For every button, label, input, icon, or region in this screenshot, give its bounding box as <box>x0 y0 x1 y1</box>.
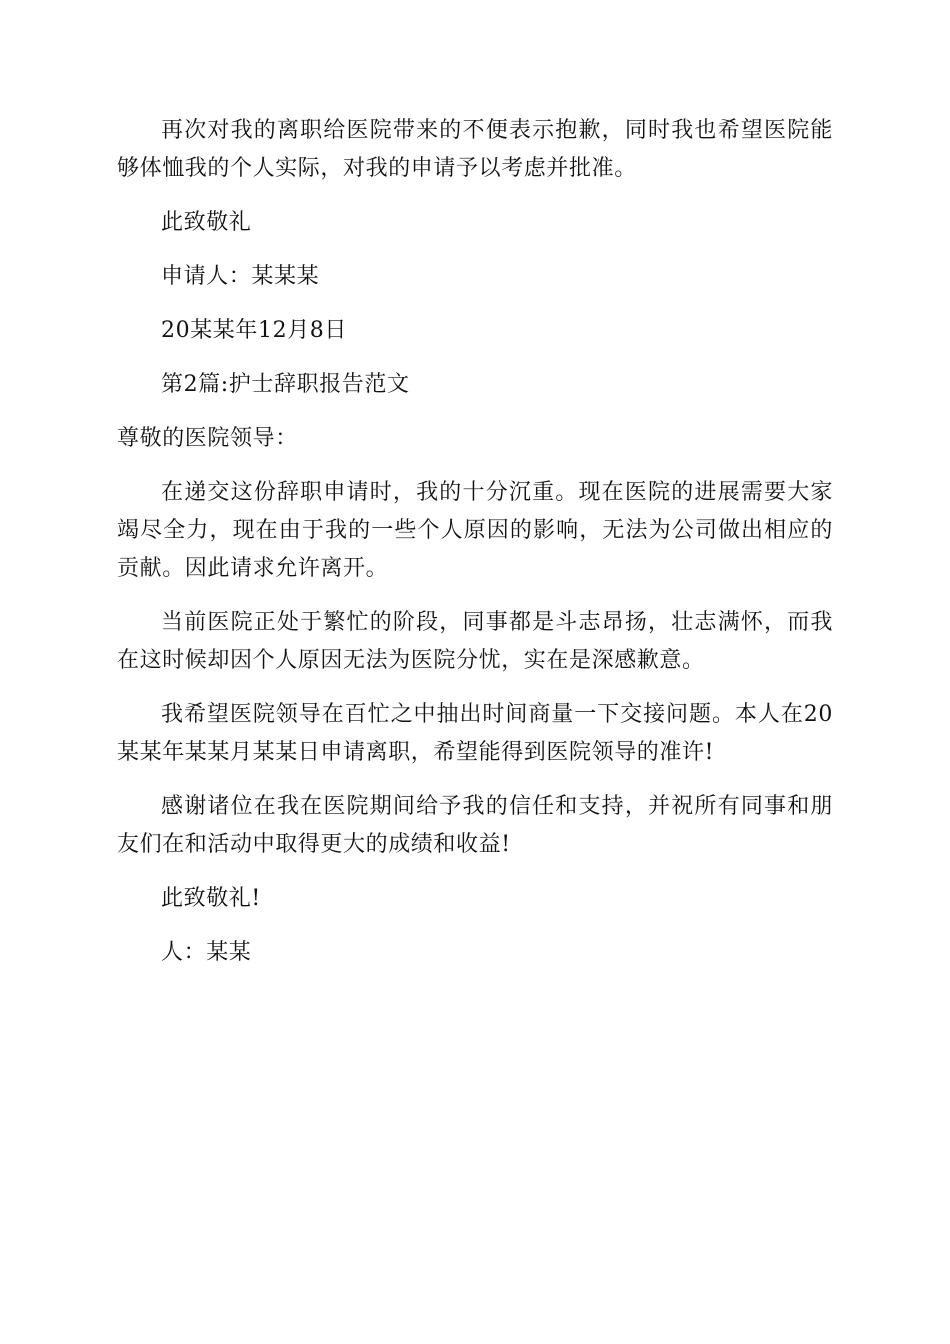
paragraph-thanks: 感谢诸位在我在医院期间给予我的信任和支持，并祝所有同事和朋友们在和活动中取得更大的成绩和收益! <box>117 794 833 857</box>
closing-salutation: 此致敬礼 <box>161 210 252 235</box>
paragraph-apology: 再次对我的离职给医院带来的不便表示抱歉，同时我也希望医院能够体恤我的个人实际，对我的申请予以考虑并批准。 <box>117 118 833 181</box>
date-line: 20某某年12月8日 <box>161 318 347 343</box>
paragraph-submission: 在递交这份辞职申请时，我的十分沉重。现在医院的进展需要大家竭尽全力，现在由于我的一些个人原因的影响，无法为公司做出相应的贡献。因此请求允许离开。 <box>117 480 833 581</box>
paragraph-handover: 我希望医院领导在百忙之中抽出时间商量一下交接问题。本人在20某某年某某月某某日申请离职，希望能得到医院领导的准许! <box>117 702 833 765</box>
greeting: 尊敬的医院领导： <box>117 426 298 451</box>
closing-salutation-2: 此致敬礼! <box>161 886 261 911</box>
paragraph-busy-period: 当前医院正处于繁忙的阶段，同事都是斗志昂扬，壮志满怀，而我在这时候却因个人原因无法为医院分忧，实在是深感歉意。 <box>117 610 833 673</box>
signature-line: 人：某某 <box>161 940 252 965</box>
applicant-signature: 申请人：某某某 <box>161 264 320 289</box>
document-page <box>117 112 833 988</box>
section-heading: 第2篇:护士辞职报告范文 <box>161 372 410 397</box>
